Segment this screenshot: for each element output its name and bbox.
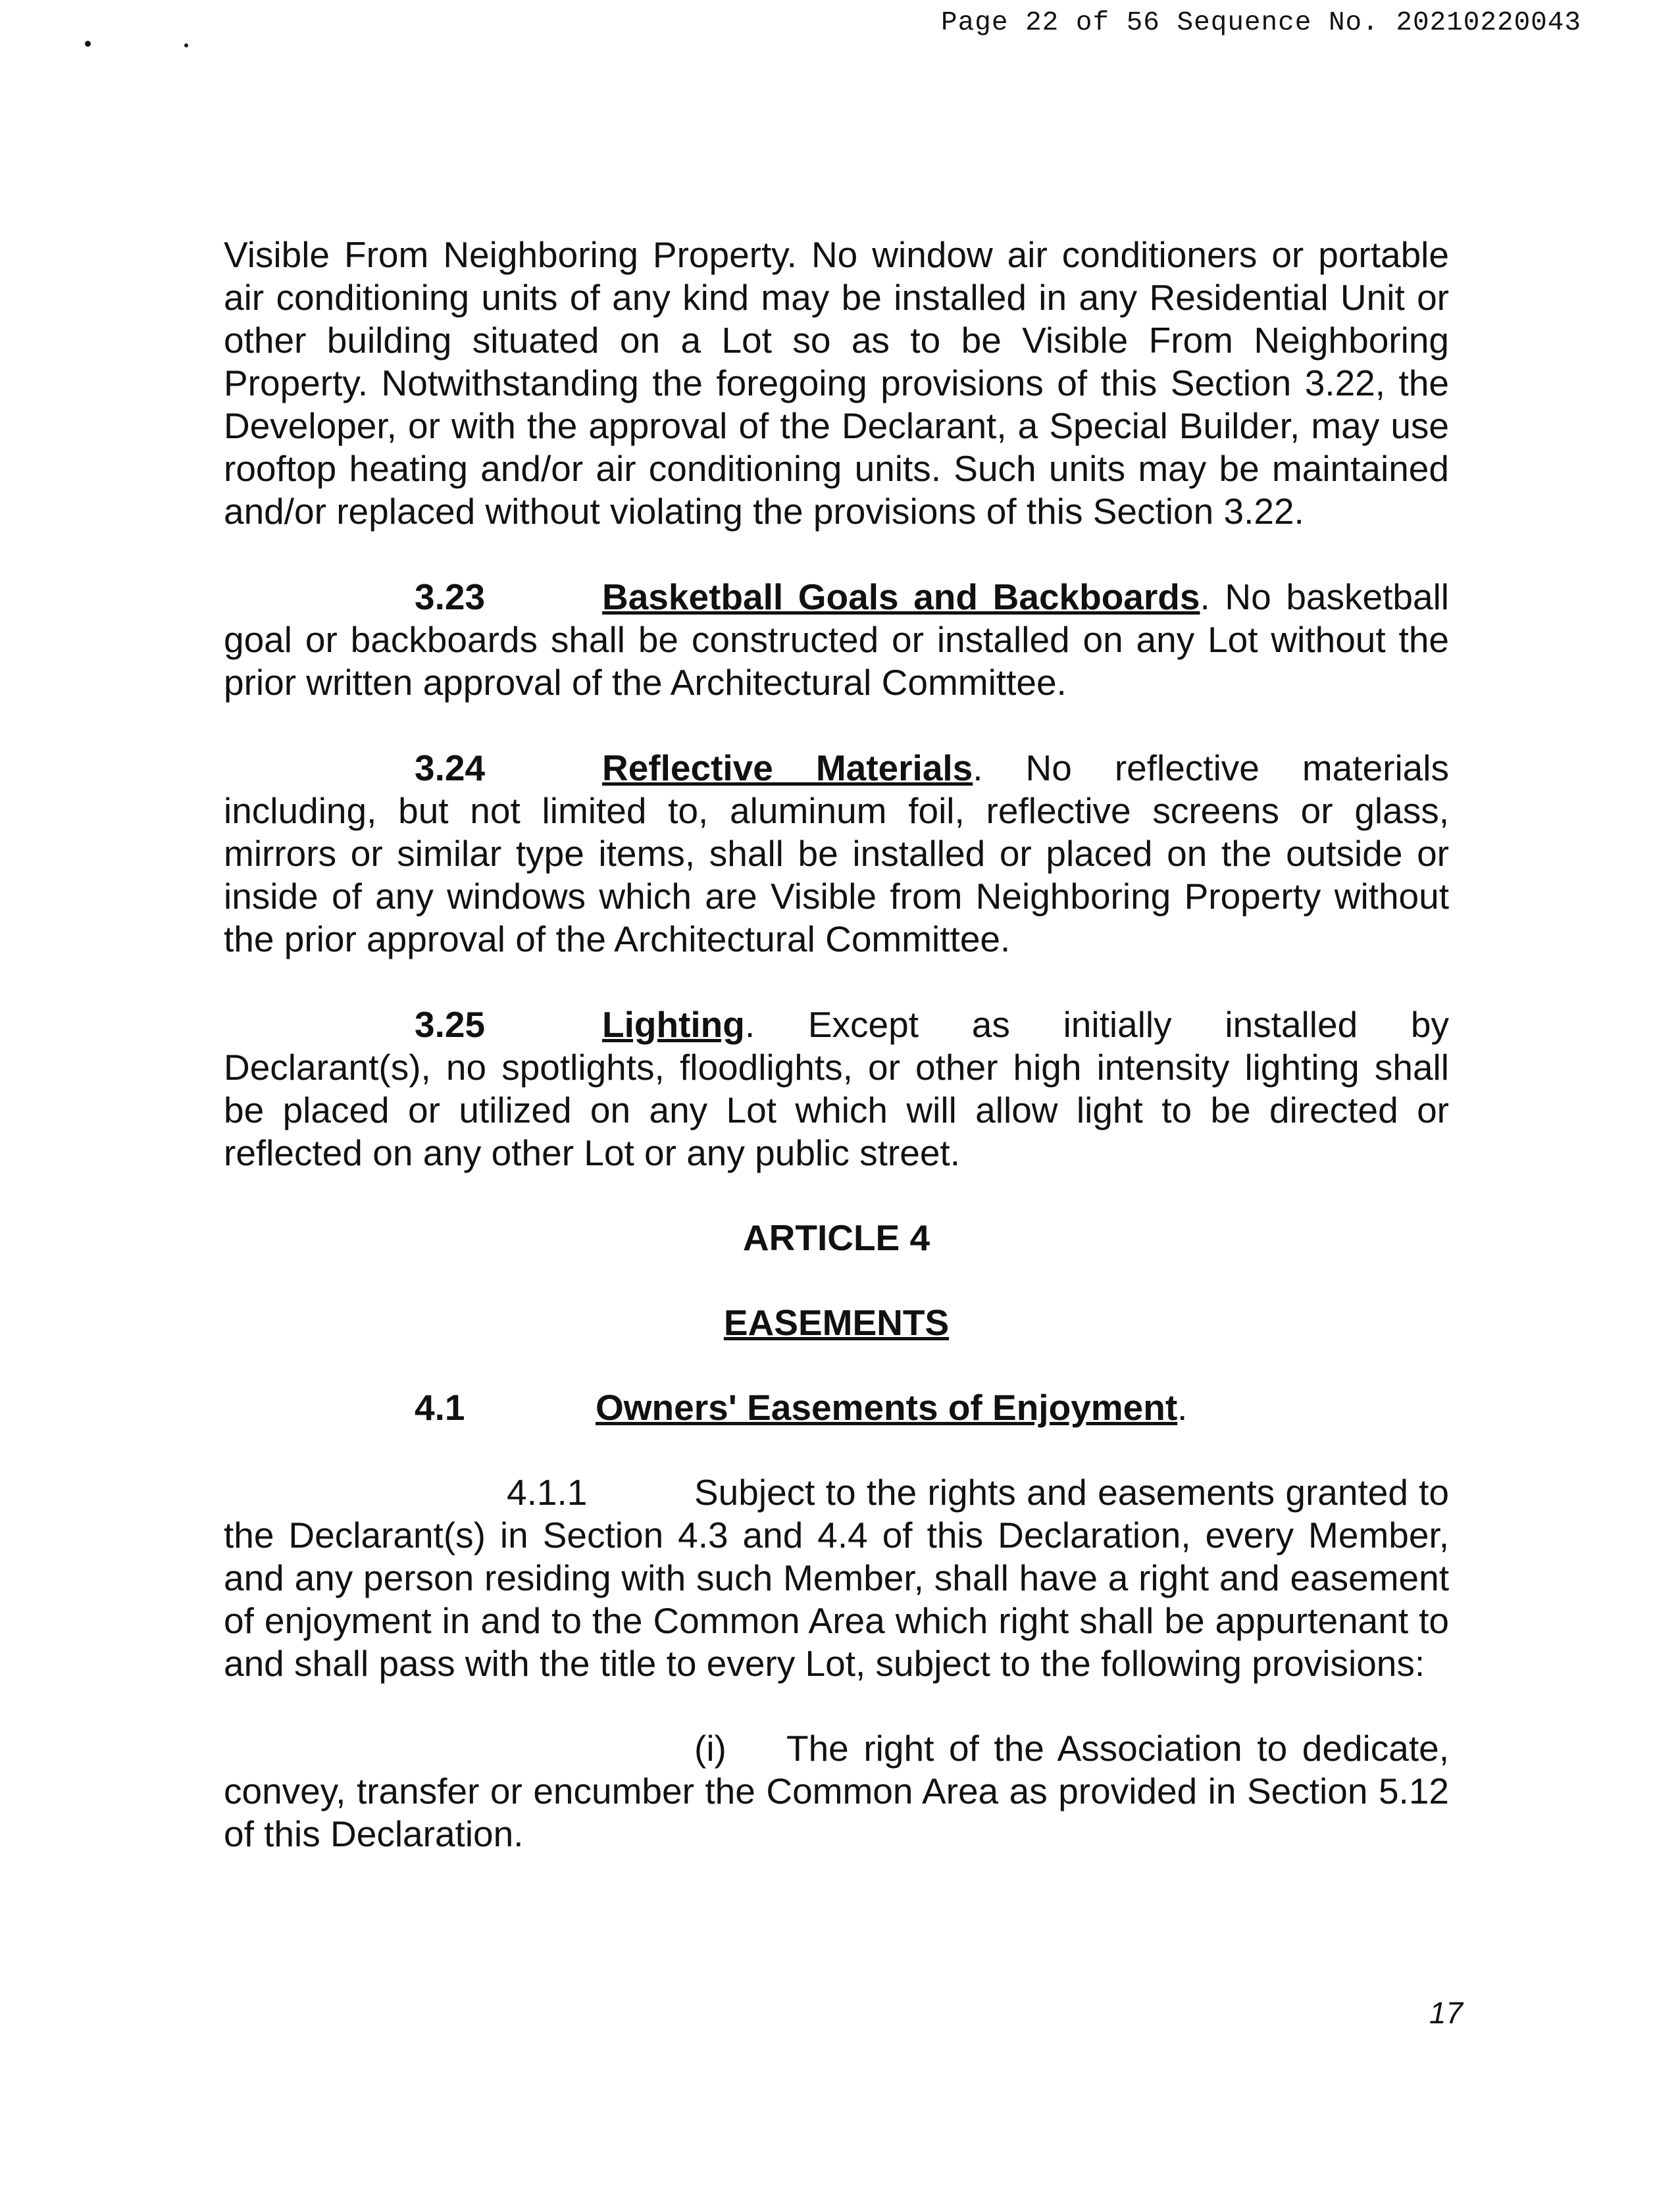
section-3-23 xyxy=(224,576,1449,704)
section-title: Basketball Goals and Backboards xyxy=(602,576,1200,617)
section-title: Reflective Materials xyxy=(602,747,973,788)
section-text: . No reflective materials including, but not limited to, aluminum foil, reflective screens or glass, mirrors or similar type items, shall be installed or placed on the outside or inside of any windows which are Visible from Neighboring Property without the prior approval of the Architectural Committee. xyxy=(224,747,1449,959)
section-text: . xyxy=(1177,1387,1188,1428)
subsection-i xyxy=(224,1727,1449,1856)
section-4-1-1 xyxy=(224,1471,1449,1685)
section-title: Owners' Easements of Enjoyment xyxy=(596,1387,1178,1428)
paragraph-intro: Visible From Neighboring Property. No window air conditioners or portable air conditioning units of any kind may be installed in any Residential Unit or other building situated on a Lot so as to be Visible From Neighboring Property. Notwithstanding the foregoing provisions of this Section 3.22, the Developer, or with the approval of the Declarant, a Special Builder, may use rooftop heating and/or air conditioning units. Such units may be maintained and/or replaced without violating the provisions of this Section 3.22. xyxy=(224,234,1449,532)
scan-speck xyxy=(85,41,91,47)
section-title: Lighting xyxy=(602,1004,745,1045)
page-number: 17 xyxy=(1429,1996,1463,2030)
section-text: . No basketball goal or backboards shall be constructed or installed on any Lot without the prior written approval of the Architectural Committee. xyxy=(224,576,1450,703)
section-number: 3.23 xyxy=(415,576,486,617)
document-body xyxy=(224,234,1449,1856)
subsection-number: (i) xyxy=(694,1728,726,1769)
section-number: 4.1.1 xyxy=(507,1472,588,1513)
section-3-24 xyxy=(224,747,1449,961)
section-3-25 xyxy=(224,1003,1449,1175)
section-number: 4.1 xyxy=(415,1387,465,1428)
section-4-1 xyxy=(224,1386,1449,1429)
scan-speck xyxy=(184,43,188,47)
article-title: EASEMENTS xyxy=(723,1302,950,1343)
page-header: Page 22 of 56 Sequence No. 20210220043 xyxy=(941,8,1581,38)
section-text: Subject to the rights and easements granted to the Declarant(s) in Section 4.3 and 4.4 of this Declaration, every Member, and any person residing with such Member, shall have a right and easement of enjoyment in and to the Common Area which right shall be appurtenant to and shall pass with the title to every Lot, subject to the following provisions: xyxy=(224,1472,1449,1684)
subsection-text: The right of the Association to dedicate, convey, transfer or encumber the Common Area as provided in Section 5.12 of this Declaration. xyxy=(224,1728,1449,1854)
section-number: 3.24 xyxy=(415,747,486,788)
section-text: . Except as initially installed by Declarant(s), no spotlights, floodlights, or other high intensity lighting shall be placed or utilized on any Lot which will allow light to be directed or reflected on any other Lot or any public street. xyxy=(224,1004,1449,1173)
article-heading: ARTICLE 4 xyxy=(742,1217,930,1258)
section-number: 3.25 xyxy=(415,1004,486,1045)
